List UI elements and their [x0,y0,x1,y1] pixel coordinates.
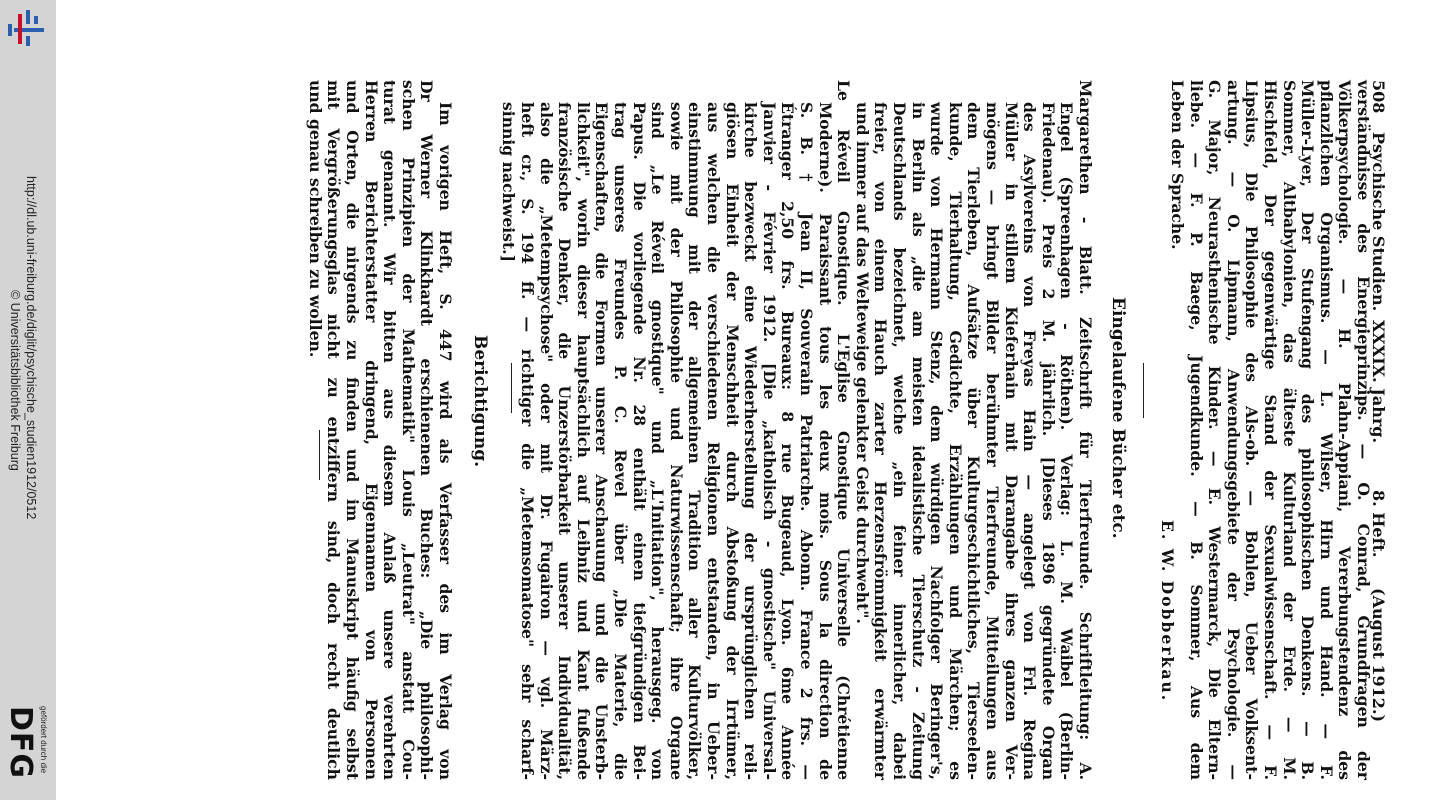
text-line: Deutschlands bezeichnet, welche „ein feiner innerlicher, dabei [890,102,909,780]
text-line: artung. — O. Lipmann, Anwendungsgebiete der Psychologie. — [1223,80,1243,780]
divider [319,430,320,480]
text-line: Papus. Die vorliegende Nr. 28 enthält einen tiefgründigen Bei- [629,102,649,780]
text-line: Friedenau). Preis 2 M. jährlich. [Dieses 1896 gegründete Organ [1038,102,1058,780]
text-line: sinnig nachweist.] [499,102,519,262]
page-number: 508 [1369,80,1388,114]
document-url[interactable]: http://dl.ub.uni-freiburg.de/diglit/psychische_studien1912/0512 [24,176,38,520]
text-line: Herren Berichterstatter dringend, Eigennamen von Personen [361,80,381,780]
copyright-notice: © Universitätsbibliothek Freiburg [8,290,22,471]
divider [511,363,512,413]
funder-note: gefördert durch die [39,706,48,774]
text-line: einstimmung mit der allgemeinen Tradition aller Kulturvölker, [685,102,705,780]
text-line: Müller in stillem Kieferhain mit Darangabe ihres ganzen Ver- [1001,102,1021,780]
text-line: sowie mit der Philosophie und Naturwissenschaft; ihre Organe [666,102,686,780]
section-title-correction: Berichtigung. [470,335,490,468]
text-line: freier, von einem Hauch zarter Herzensfrömmigkeit erwärmter [871,102,891,780]
dfg-logo: DFG [3,706,38,780]
text-line: Étranger 2,50 frs. Bureaux: 8 rue Bugeaud, Lyon. 6me Année [778,102,798,780]
text-line: Sommer, Altbabylonien, das älteste Kulturland der Erde. — M. [1279,80,1299,780]
text-line: verständnisse des Energieprinzips. — O. Conrad, Grundfragen der [1354,80,1373,780]
text-line: französische Denker, die Unzerstörbarkeit unserer Individualität, [555,102,575,780]
text-line: Hischfeld, Der gegenwärtige Stand der Sexualwissenschaft. — F. [1261,80,1280,780]
signature: E. W. Dobberkau. [1158,520,1177,703]
text-line: Lipsius, Die Philosophie des Als-ob. — Bohlen, Ueber Volksent- [1242,80,1262,780]
text-line: und genau schreiben zu wollen. [305,80,325,358]
text-line: lichkeit", worin dieser hauptsächlich auf Leibniz und Kant fußende [573,102,593,780]
text-line: und Orten, die nirgends zu finden und im Manuskript häufig selbst [343,80,362,780]
volume: XXXIX. Jahrg. [1369,320,1388,444]
text-line: Le Réveil Gnostique. L'Eglise Gnostique Universelle (Chrétienne [834,80,854,780]
text-line: Moderne). Paraissant tous les deux mois. Sous la direction de [815,102,835,780]
text-line: in Berlin als „die am meisten idealistische Tierschutz - Zeitung [908,102,928,780]
text-line: Margarethen - Blatt. Zeitschrift für Tierfreunde. Schriftleitung: A. [1076,80,1095,780]
text-line: G. Major, Neurasthenische Kinder. — E. Westermarck, Die Eltern- [1205,80,1225,780]
viewer-sidebar [0,0,56,800]
text-line: wurde von Hermann Stenz, dem würdigen Nachfolger Beringer's, [927,102,947,780]
text-line: mit Vergrößerungsglas nicht zu entziffern sind, doch recht deutlich [324,80,344,780]
text-line: pflanzlichen Organismus. — L. Wilser, Hirn und Hand. — F. [1316,80,1336,780]
text-line: heft cr., S. 194 ff. — richtiger die „Metemsomatose" sehr scharf- [518,102,537,780]
issue-date: (August 1912.) [1369,588,1388,723]
text-line: schen Prinzipien der Mathematik" Louis „Leutrat" anstatt Cou- [398,80,418,780]
section-title-books: Eingelaufene Bücher etc. [1108,297,1128,539]
scanned-page [210,80,1390,780]
text-line: Leben der Sprache. [1168,80,1187,250]
text-line: Dr Werner Klinkhardt erschienenen Buches: „Die philosophi- [417,80,437,780]
text-line: mögens — bringt Bilder berühmter Tierfreunde, Mitteilungen aus [983,102,1002,780]
text-line: aus welchen die verschiedenen Religionen entstanden, in Ueber- [704,102,723,780]
text-line: giösen Einheit der Menschheit durch Abstoßung der Irrtümer, [722,102,742,780]
text-line: Völkerpsychologie. — H. Plahn-Appiani, Vererbungstendenz des [1335,80,1355,780]
text-line: und immer auf das Welteweige gelenkter Geist durchweht". [852,102,872,624]
text-line: trag unseres Freundes P. C. Revel über „Die Materie, die [611,102,630,780]
university-library-logo[interactable] [6,6,50,56]
text-line: dem Tierleben, Aufsätze über Kulturgeschichtliches, Tierseelen- [964,102,984,780]
text-line: Eigenschaften, die Formen unserer Anschauung und die Unsterb- [592,102,612,780]
text-line: liebe. — F. P. Baege, Jugendkunde. — B. Sommer, Aus dem [1186,80,1206,780]
text-line: Im vorigen Heft, S. 447 wird als Verfasser des im Verlag von [436,102,455,780]
text-line: S. B. † Jean II, Souverain Patriarche. Abonn. France 2 frs. — [797,102,816,780]
text-line: kunde, Tierhaltung, Gedichte, Erzählungen und Märchen; es [945,102,965,780]
divider [1143,363,1144,418]
text-line: kirche bezweckt eine Wiederherstellung der ursprünglichen reli- [741,102,761,780]
text-line: also die „Metempsychose" oder mit Dr. Fugairon — vgl. März- [536,102,556,780]
text-line: des Asylvereins von Freyas Hain — angelegt von Frl. Regina [1020,102,1040,780]
text-line: Engel (Spreenhagen - Röthen). Verlag: L. M. Waibel (Berlin- [1057,102,1077,780]
issue: 8. Heft. [1369,490,1388,558]
text-line: sind „Le Réveil gnostique" und „L'Initiation", herausgeg. von [648,102,668,780]
text-line: Janvier - Février 1912. [Die „katholisch - gnostische" Universal- [759,102,779,780]
text-line: turat genannt. Wir bitten aus diesem Anlaß unsere verehrten [380,80,400,780]
text-line: Müller-Lyer, Der Stufengang des philosophischen Denkens. — B. [1298,80,1318,780]
journal-title: Psychische Studien. [1369,132,1388,312]
